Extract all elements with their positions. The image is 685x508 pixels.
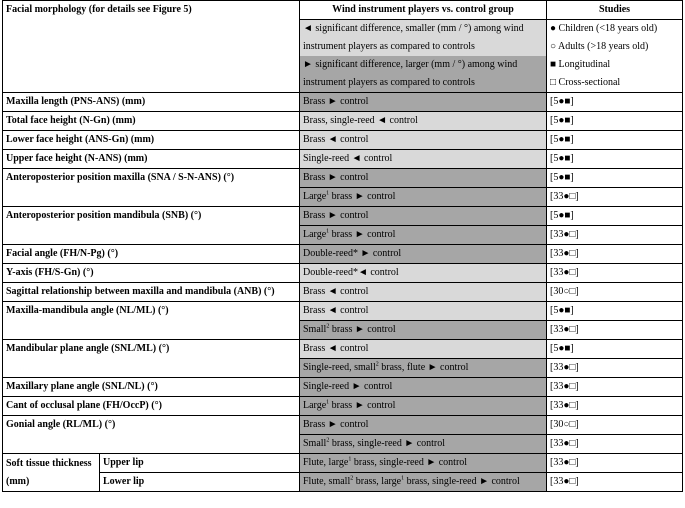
study-cell: [33●□] <box>547 226 683 245</box>
measure-label: Sagittal relationship between maxilla and mandibula (ANB) (°) <box>3 283 300 302</box>
footnote-marker: 1 <box>401 475 405 482</box>
entry-text: Brass ◄ control <box>303 305 369 316</box>
comparison-cell <box>300 302 547 321</box>
comparison-cell <box>300 150 547 169</box>
study-cell: [5●■] <box>547 207 683 226</box>
comparison-cell <box>300 378 547 397</box>
entry-text: brass ► control <box>329 229 396 240</box>
legend-cell <box>300 20 547 93</box>
table-row <box>3 93 683 112</box>
footnote-marker: 1 <box>326 228 330 235</box>
table-row <box>3 112 683 131</box>
entry-text: Brass ◄ control <box>303 286 369 297</box>
header-studies: Studies <box>547 1 683 20</box>
comparison-cell <box>300 435 547 454</box>
study-cell: [33●□] <box>547 188 683 207</box>
key-adults: ○ Adults (>18 years old) <box>550 41 649 52</box>
footnote-marker: 1 <box>326 399 330 406</box>
comparison-cell <box>300 169 547 188</box>
comparison-cell <box>300 321 547 340</box>
findings-table <box>2 0 683 492</box>
footnote-marker: 2 <box>326 323 330 330</box>
entry-text: Single-reed ◄ control <box>303 153 393 164</box>
measure-label: Total face height (N-Gn) (mm) <box>3 112 300 131</box>
entry-text: brass, single-reed ► control <box>404 476 520 487</box>
entry-prefix: Flute, large <box>303 457 349 468</box>
entry-prefix: Small <box>303 324 327 335</box>
table-row <box>3 473 683 492</box>
header-facial-morphology: Facial morphology (for details see Figure 5) <box>3 1 300 93</box>
lower-lip-label: Lower lip <box>100 473 300 492</box>
entry-text: Brass ► control <box>303 419 369 430</box>
entry-text: Brass ◄ control <box>303 134 369 145</box>
entry-text: brass ► control <box>329 324 396 335</box>
entry-text: Single-reed ► control <box>303 381 393 392</box>
table-row <box>3 169 683 188</box>
comparison-cell <box>300 397 547 416</box>
comparison-cell <box>300 359 547 378</box>
study-cell: [33●□] <box>547 378 683 397</box>
entry-prefix: Large <box>303 191 327 202</box>
entry-text: brass, single-reed ► control <box>351 457 468 468</box>
measure-label: Y-axis (FH/S-Gn) (°) <box>3 264 300 283</box>
table-row <box>3 416 683 435</box>
header-row <box>3 1 683 20</box>
legend-larger: ► significant difference, larger (mm / °) among wind instrument players as compared to controls <box>300 56 546 92</box>
soft-tissue-label: Soft tissue thickness (mm) <box>3 454 100 492</box>
measure-label: Anteroposterior position mandibula (SNB) (°) <box>3 207 300 245</box>
entry-prefix: Large <box>303 400 327 411</box>
study-cell: [33●□] <box>547 321 683 340</box>
header-comparison: Wind instrument players vs. control group <box>300 1 547 20</box>
entry-text: brass, single-reed ► control <box>329 438 446 449</box>
footnote-marker: 1 <box>348 456 352 463</box>
measure-label: Upper face height (N-ANS) (mm) <box>3 150 300 169</box>
study-cell: [33●□] <box>547 473 683 492</box>
comparison-cell <box>300 416 547 435</box>
entry-prefix: Single-reed, small <box>303 362 376 373</box>
comparison-cell <box>300 226 547 245</box>
entry-text: brass ► control <box>329 400 396 411</box>
entry-prefix: Flute, small <box>303 476 351 487</box>
measure-label: Anteroposterior position maxilla (SNA / S-N-ANS) (°) <box>3 169 300 207</box>
study-cell: [30○□] <box>547 283 683 302</box>
study-cell: [5●■] <box>547 112 683 131</box>
key-longitudinal: ■ Longitudinal <box>550 59 611 70</box>
study-cell: [33●□] <box>547 435 683 454</box>
entry-text: brass ► control <box>329 191 396 202</box>
measure-label: Maxillary plane angle (SNL/NL) (°) <box>3 378 300 397</box>
study-cell: [33●□] <box>547 245 683 264</box>
footnote-marker: 1 <box>326 190 330 197</box>
table-row <box>3 378 683 397</box>
measure-label: Cant of occlusal plane (FH/OccP) (°) <box>3 397 300 416</box>
table-row <box>3 454 683 473</box>
table-row <box>3 207 683 226</box>
table-row <box>3 302 683 321</box>
study-cell: [33●□] <box>547 359 683 378</box>
key-children: ● Children (<18 years old) <box>550 23 658 34</box>
comparison-cell <box>300 188 547 207</box>
study-cell: [5●■] <box>547 93 683 112</box>
entry-text: Brass ► control <box>303 210 369 221</box>
study-cell: [33●□] <box>547 397 683 416</box>
comparison-cell <box>300 93 547 112</box>
footnote-marker: 2 <box>375 361 379 368</box>
measure-label: Lower face height (ANS-Gn) (mm) <box>3 131 300 150</box>
entry-text: brass, flute ► control <box>378 362 469 373</box>
study-cell: [5●■] <box>547 150 683 169</box>
study-cell: [5●■] <box>547 302 683 321</box>
table-row <box>3 150 683 169</box>
study-cell: [5●■] <box>547 131 683 150</box>
study-cell: [5●■] <box>547 169 683 188</box>
key-cross-sectional: □ Cross-sectional <box>550 77 621 88</box>
entry-text: Double-reed* ► control <box>303 248 402 259</box>
entry-prefix: Large <box>303 229 327 240</box>
entry-prefix: Small <box>303 438 327 449</box>
comparison-cell <box>300 207 547 226</box>
measure-label: Facial angle (FH/N-Pg) (°) <box>3 245 300 264</box>
measure-label: Maxilla-mandibula angle (NL/ML) (°) <box>3 302 300 340</box>
footnote-marker: 2 <box>326 437 330 444</box>
study-cell: [33●□] <box>547 264 683 283</box>
measure-label: Gonial angle (RL/ML) (°) <box>3 416 300 454</box>
table-row <box>3 340 683 359</box>
table-row <box>3 131 683 150</box>
footnote-marker: 2 <box>350 475 354 482</box>
comparison-cell <box>300 245 547 264</box>
table-row <box>3 264 683 283</box>
table-row <box>3 397 683 416</box>
upper-lip-label: Upper lip <box>100 454 300 473</box>
comparison-cell <box>300 340 547 359</box>
measure-label: Maxilla length (PNS-ANS) (mm) <box>3 93 300 112</box>
comparison-cell <box>300 112 547 131</box>
entry-text: Brass ◄ control <box>303 343 369 354</box>
study-key <box>547 20 683 93</box>
entry-text: brass, large <box>353 476 402 487</box>
study-cell: [30○□] <box>547 416 683 435</box>
entry-text: Brass ► control <box>303 96 369 107</box>
study-cell: [33●□] <box>547 454 683 473</box>
table-row <box>3 283 683 302</box>
comparison-cell <box>300 283 547 302</box>
entry-text: Double-reed*◄ control <box>303 267 399 278</box>
legend-smaller: ◄ significant difference, smaller (mm / °) among wind instrument players as compared to controls <box>300 20 546 56</box>
comparison-cell <box>300 454 547 473</box>
comparison-cell <box>300 264 547 283</box>
table-row <box>3 245 683 264</box>
study-cell: [5●■] <box>547 340 683 359</box>
comparison-cell <box>300 473 547 492</box>
measure-label: Mandibular plane angle (SNL/ML) (°) <box>3 340 300 378</box>
entry-text: Brass ► control <box>303 172 369 183</box>
comparison-cell <box>300 131 547 150</box>
entry-text: Brass, single-reed ◄ control <box>303 115 418 126</box>
